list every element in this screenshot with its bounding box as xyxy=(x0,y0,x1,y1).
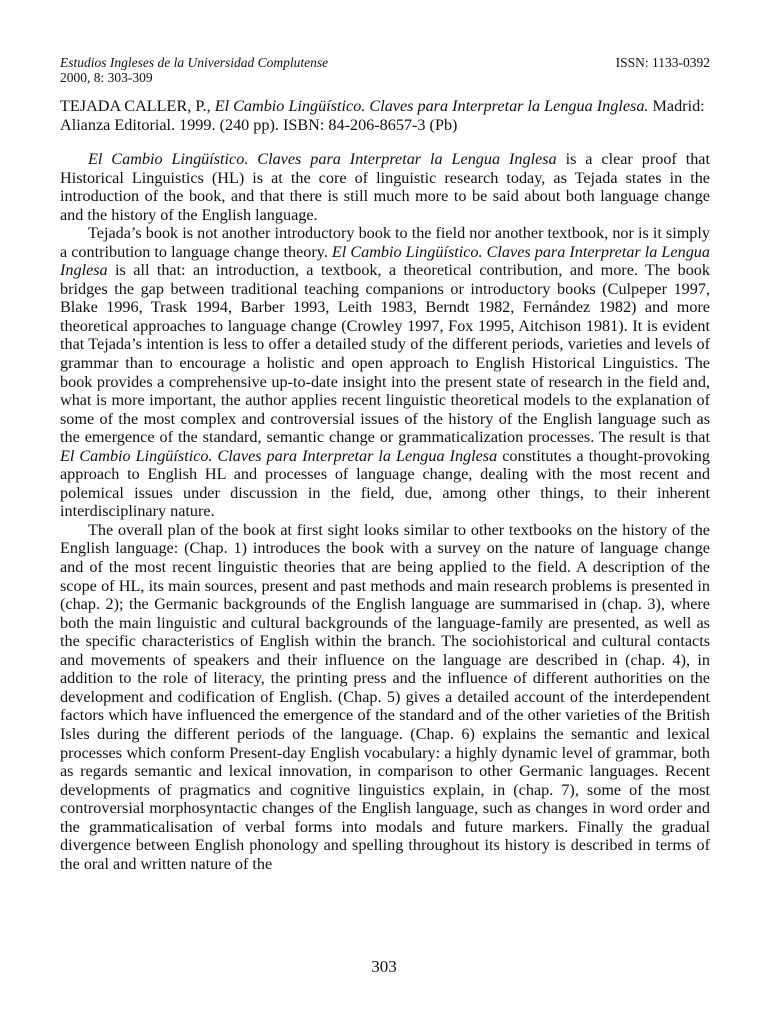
paragraph-2-text-b: is all that: an introduction, a textbook, a theoretical contribution, and more. The book bridges the gap between traditional teaching companions or introductory books (Culpeper 1997, Blake 1996, Trask 1994, Barber 1993, Leith 1983, Berndt 1982, Fernández 1982) and more theoretical approaches to language change (Crowley 1997, Fox 1995, Aitchison 1981). It is evident that Tejada’s intention is less to offer a detailed study of the different periods, varieties and levels of grammar than to encourage a holistic and open approach to English Historical Linguistics. The book provides a comprehensive up-to-date insight into the present state of research in the field and, what is more important, the author applies recent linguistic theoretical models to the explanation of some of the most complex and controversial issues of the history of the English language such as the emergence of the standard, semantic change or grammaticalization processes. The result is that xyxy=(60,261,710,447)
review-body xyxy=(60,150,710,873)
paragraph-3-text: The overall plan of the book at first sight looks similar to other textbooks on the history of the English language: (Chap. 1) introduces the book with a survey on the nature of language change and of the most recent linguistic theories that are being applied to the field. A description of the scope of HL, its main sources, present and past methods and main research problems is presented in (chap. 2); the Germanic backgrounds of the English language are summarised in (chap. 3), where both the main linguistic and cultural backgrounds of the language-family are presented, as well as the specific characteristics of English within the branch. The sociohistorical and cultural contacts and movements of speakers and their influence on the language are described in (chap. 4), in addition to the role of literacy, the printing press and the influence of different authorities on the development and codification of English. (Chap. 5) gives a detailed account of the interdependent factors which have influenced the emergence of the standard and of the other varieties of the British Isles during the different periods of the language. (Chap. 6) explains the semantic and lexical processes which conform Present-day English vocabulary: a highly dynamic level of grammar, both as regards semantic and lexical innovation, in comparison to other Germanic languages. Recent developments of pragmatics and cognitive linguistics explain, in (chap. 7), some of the most controversial morphosyntactic changes of the English language, such as changes in word order and the grammaticalisation of verbal forms into modals and future markers. Finally the gradual divergence between English phonology and spelling throughout its history is described in terms of the oral and written nature of the xyxy=(60,520,710,873)
volume-pages: 2000, 8: 303-309 xyxy=(60,70,153,85)
book-citation xyxy=(60,97,710,135)
book-title-italic: El Cambio Lingüístico. Claves para Interpretar la Lengua Inglesa xyxy=(88,150,557,168)
paragraph-2-text-c: constitutes a thought-provoking approach to English HL and processes of language change, dealing with the most recent and polemical issues under discussion in the field, due, among other things, to their inherent interdisciplinary nature. xyxy=(60,446,710,521)
paragraph-2-text-a: Tejada’s book is not another introductory book to the field nor another textbook, nor is it simply a contribution to language change theory. xyxy=(60,224,710,261)
paragraph-3 xyxy=(60,521,710,873)
book-title-italic: El Cambio Lingüístico. Claves para Interpretar la Lengua Inglesa xyxy=(60,446,498,465)
citation-author: TEJADA CALLER, P., xyxy=(60,97,211,115)
journal-header xyxy=(60,55,710,85)
journal-title: Estudios Ingleses de la Universidad Complutense xyxy=(60,55,329,70)
citation-details: Madrid: Alianza Editorial. 1999. (240 pp). ISBN: 84-206-8657-3 (Pb) xyxy=(60,97,705,134)
paragraph-1-text: is a clear proof that Historical Linguistics (HL) is at the core of linguistic research today, as Tejada states in the introduction of the book, and that there is still much more to be said about both language change and the history of the English language. xyxy=(60,150,710,224)
journal-header-row xyxy=(60,55,710,70)
book-title-italic: El Cambio Lingüístico. Claves para Interpretar la Lengua Inglesa xyxy=(60,242,710,280)
paragraph-1 xyxy=(60,150,710,224)
paragraph-2 xyxy=(60,224,710,521)
citation-title: El Cambio Lingüístico. Claves para Interpretar la Lengua Inglesa. xyxy=(214,97,649,115)
page-number: 303 xyxy=(371,957,397,976)
issn: ISSN: 1133-0392 xyxy=(615,55,710,70)
